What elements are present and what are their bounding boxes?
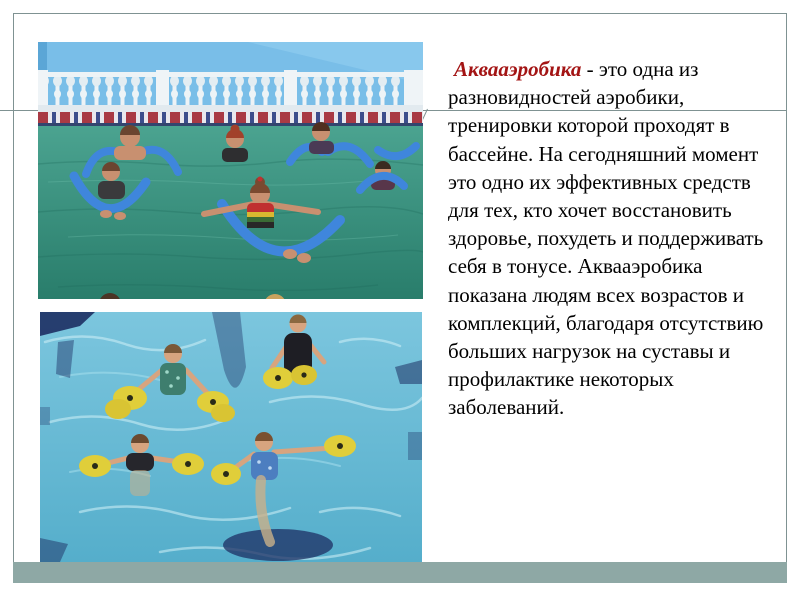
- pool-photo-illustration: [38, 42, 423, 299]
- slide-paragraph: [448, 55, 781, 422]
- paragraph-body: - это одна из разновидностей аэробики, тренировки которой проходят в бассейне. На сегодняшний момент это одно их эффективных средств для тех, кто хочет восстановить здоровье, похудеть и поддерживать себя в тонусе. Аквааэробика показана людям всех возрастов и комплекций, благодаря отсутствию больших нагрузок на суставы и профилактике некоторых заболеваний.: [448, 57, 764, 420]
- right-frame-line: [786, 13, 787, 562]
- term-aquaaerobics: Аквааэробика: [454, 57, 582, 81]
- left-frame-line: [13, 13, 14, 562]
- aqua-dumbbells-photo: [40, 312, 422, 562]
- top-rule-line: [13, 13, 787, 14]
- dumbbells-photo-illustration: [40, 312, 422, 562]
- pool-noodle-aerobics-photo: [38, 42, 423, 299]
- footer-accent-bar: [13, 562, 787, 583]
